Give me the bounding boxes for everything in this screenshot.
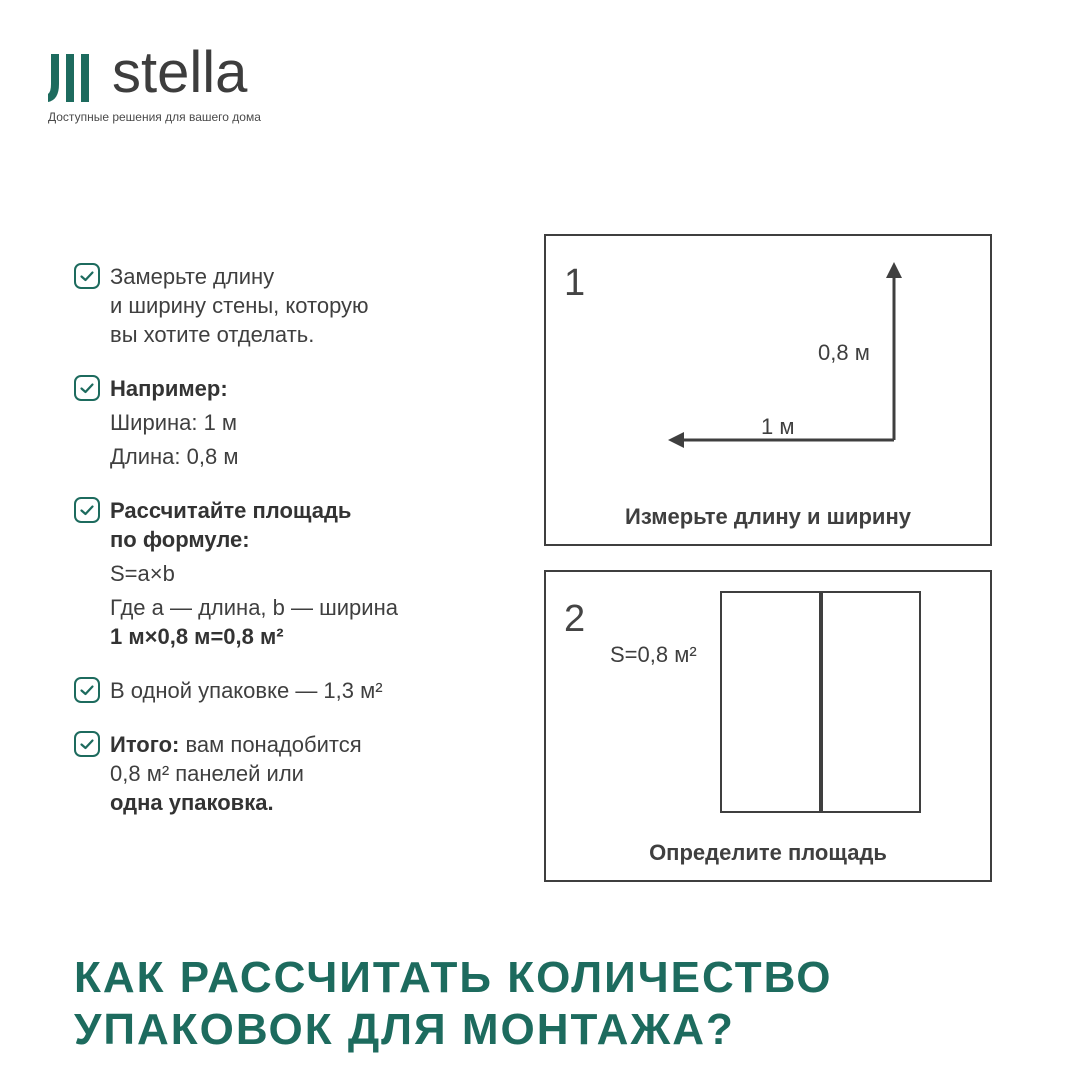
headline-line: КАК РАССЧИТАТЬ КОЛИЧЕСТВО bbox=[74, 953, 833, 1002]
height-label: 0,8 м bbox=[818, 340, 870, 365]
check-icon bbox=[74, 375, 100, 401]
list-text: Ширина: 1 м bbox=[110, 410, 238, 435]
list-text: 0,8 м² панелей или bbox=[110, 761, 304, 786]
area-label: S=0,8 м² bbox=[610, 642, 697, 667]
step-1-panel bbox=[544, 234, 992, 546]
instruction-checklist bbox=[74, 262, 494, 817]
list-title: Рассчитайте площадь bbox=[110, 498, 352, 523]
step-caption: Определите площадь bbox=[649, 840, 887, 865]
stella-logo-icon bbox=[48, 54, 100, 102]
list-text bbox=[110, 730, 494, 759]
list-text-rest: вам понадобится bbox=[179, 732, 362, 757]
arrow-up-icon bbox=[886, 262, 902, 278]
list-conclusion: одна упаковка. bbox=[110, 790, 274, 815]
step-caption: Измерьте длину и ширину bbox=[625, 504, 911, 529]
formula-text: S=a×b bbox=[110, 561, 175, 586]
check-icon bbox=[74, 497, 100, 523]
headline bbox=[74, 952, 1034, 1056]
list-item bbox=[74, 374, 494, 471]
list-text: и ширину стены, которую bbox=[110, 293, 369, 318]
list-text: Где a — длина, b — ширина bbox=[110, 595, 398, 620]
formula-result: 1 м×0,8 м=0,8 м² bbox=[110, 624, 284, 649]
list-title: Итого: bbox=[110, 732, 180, 757]
list-text: Длина: 0,8 м bbox=[110, 444, 239, 469]
width-label: 1 м bbox=[761, 414, 795, 439]
step-number: 1 bbox=[564, 262, 586, 304]
check-icon bbox=[74, 677, 100, 703]
list-item bbox=[74, 262, 494, 349]
list-item bbox=[74, 676, 494, 705]
list-title: Например: bbox=[110, 376, 228, 401]
measure-arrows-diagram bbox=[546, 236, 990, 544]
step-number: 2 bbox=[564, 598, 586, 640]
arrow-left-icon bbox=[668, 432, 684, 448]
wall-panels-diagram bbox=[546, 572, 990, 880]
brand-tagline: Доступные решения для вашего дома bbox=[48, 110, 261, 124]
step-2-panel bbox=[544, 570, 992, 882]
list-text: В одной упаковке — 1,3 м² bbox=[110, 678, 383, 703]
list-title: по формуле: bbox=[110, 527, 250, 552]
check-icon bbox=[74, 731, 100, 757]
list-item bbox=[74, 496, 494, 651]
list-text: Замерьте длину bbox=[110, 264, 275, 289]
brand-name: stella bbox=[112, 40, 248, 105]
headline-line: УПАКОВОК ДЛЯ МОНТАЖА? bbox=[74, 1005, 735, 1054]
check-icon bbox=[74, 263, 100, 289]
list-item bbox=[74, 730, 494, 817]
list-text: вы хотите отделать. bbox=[110, 322, 315, 347]
